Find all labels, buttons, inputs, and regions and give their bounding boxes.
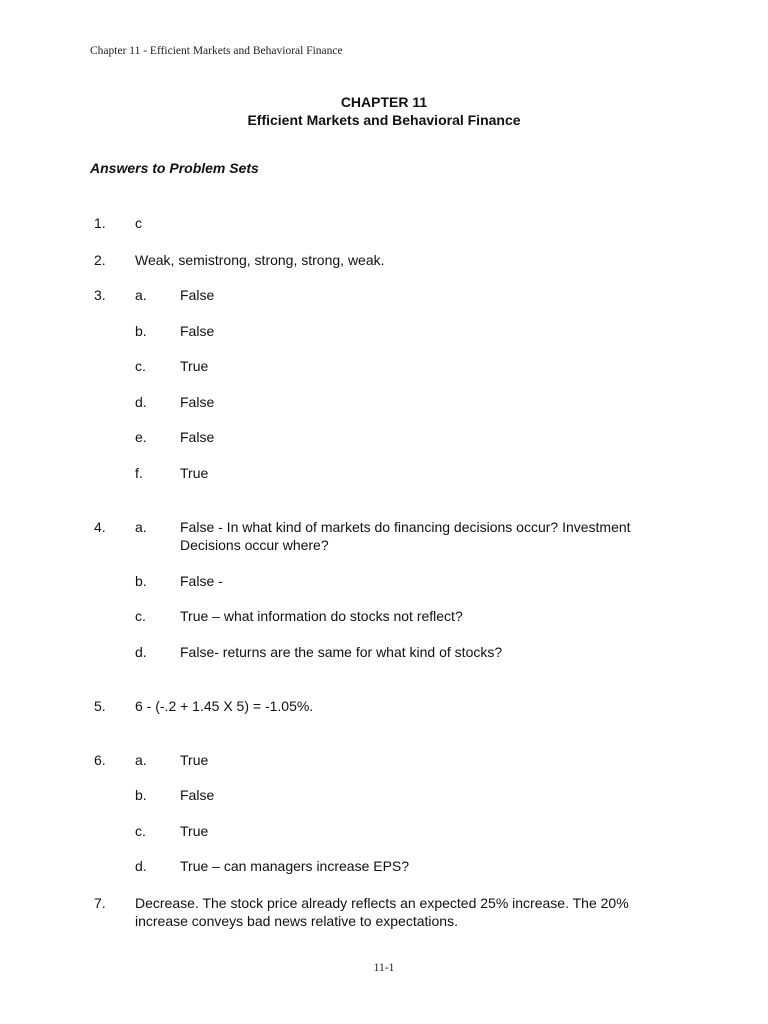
sub-item-label: e. [135, 429, 147, 445]
answer-number: 6. [94, 752, 106, 768]
answer-text: Decrease. The stock price already reflects an expected 25% increase. The 20% [135, 895, 629, 911]
answer-number: 5. [94, 698, 106, 714]
sub-item-label: b. [135, 323, 147, 339]
chapter-title: Efficient Markets and Behavioral Finance [247, 112, 521, 128]
sub-item-text: False [180, 429, 215, 445]
sub-item-text: False - In what kind of markets do financing decisions occur? Investment [180, 519, 631, 535]
sub-item-label: c. [135, 823, 146, 839]
answer-text: Weak, semistrong, strong, strong, weak. [135, 252, 385, 268]
sub-item-text: True [180, 358, 209, 374]
chapter-number: CHAPTER 11 [340, 94, 428, 110]
sub-item-text: False [180, 787, 215, 803]
sub-item-label: b. [135, 573, 147, 589]
sub-item-label: d. [135, 644, 147, 660]
answer-number: 3. [94, 287, 106, 303]
sub-item-label: a. [135, 752, 147, 768]
sub-item-text: True – can managers increase EPS? [180, 858, 410, 874]
sub-item-label: b. [135, 787, 147, 803]
answer-number: 7. [94, 895, 106, 911]
sub-item-text: False [180, 323, 215, 339]
sub-item-label: c. [135, 608, 146, 624]
page-number: 11-1 [373, 962, 395, 974]
sub-item-label: a. [135, 287, 147, 303]
running-head: Chapter 11 - Efficient Markets and Behavioral Finance [90, 45, 343, 57]
sub-item-label: a. [135, 519, 147, 535]
answer-text-continued: increase conveys bad news relative to expectations. [135, 913, 458, 929]
title-block [0, 93, 768, 129]
sub-item-text: False - [180, 573, 223, 589]
sub-item-label: d. [135, 394, 147, 410]
answer-number: 4. [94, 519, 106, 535]
sub-item-text: True [180, 752, 209, 768]
answer-text: c [135, 215, 142, 231]
sub-item-text: True [180, 823, 209, 839]
sub-item-label: c. [135, 358, 146, 374]
sub-item-label: f. [135, 465, 143, 481]
answer-text: 6 - (-.2 + 1.45 X 5) = -1.05%. [135, 698, 314, 714]
sub-item-text: True [180, 465, 209, 481]
sub-item-text: False [180, 394, 215, 410]
sub-item-text-continued: Decisions occur where? [180, 537, 329, 553]
section-heading: Answers to Problem Sets [90, 160, 259, 176]
sub-item-text: False- returns are the same for what kind of stocks? [180, 644, 503, 660]
answer-number: 1. [94, 215, 106, 231]
sub-item-text: True – what information do stocks not reflect? [180, 608, 463, 624]
sub-item-text: False [180, 287, 215, 303]
sub-item-label: d. [135, 858, 147, 874]
answer-number: 2. [94, 252, 106, 268]
